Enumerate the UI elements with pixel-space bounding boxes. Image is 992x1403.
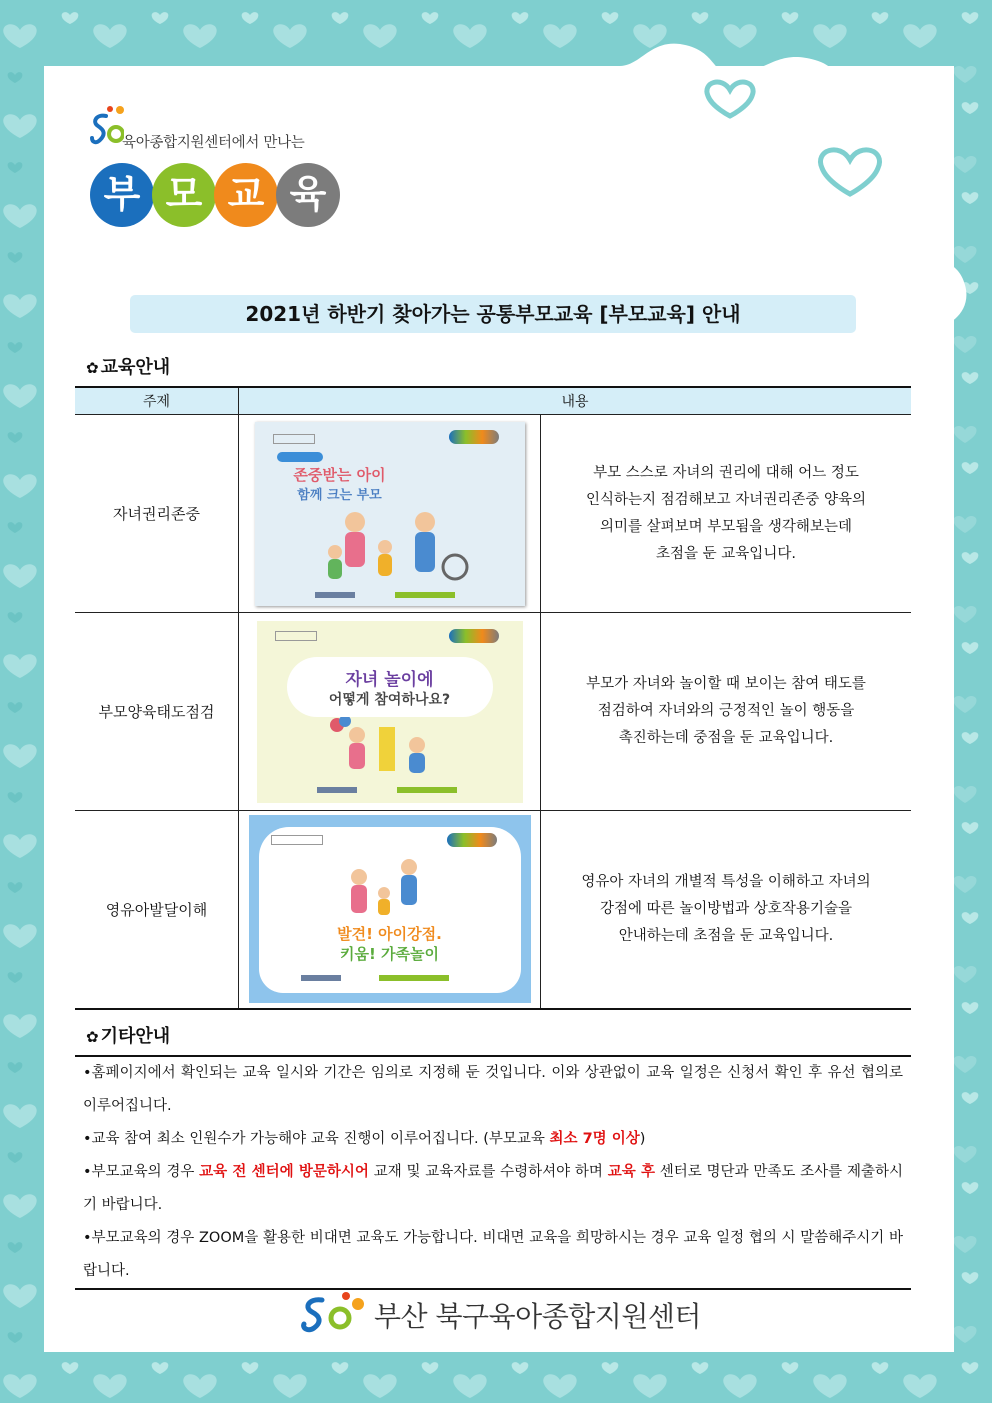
cover-title-line1: 존중받는 아이 bbox=[293, 465, 386, 484]
row-description bbox=[541, 415, 912, 613]
page-title: 2021년 하반기 찾아가는 공통부모교육 [부모교육] 안내 bbox=[130, 295, 856, 333]
footer-org-name: 부산 북구육아종합지원센터 bbox=[374, 1300, 701, 1333]
circle-char-1: 부 bbox=[90, 163, 154, 227]
family-illustration bbox=[315, 492, 485, 592]
cover-title-line2: 키움! 가족놀이 bbox=[339, 945, 439, 964]
description-line: 촉진하는데 중점을 둔 교육입니다. bbox=[618, 730, 834, 746]
note-text: •홈페이지에서 확인되는 교육 일시와 기간은 임의로 지정해 둔 것입니다. 이와 상관없이 교육 일정은 신청서 확인 후 유선 협의로 이루어집니다. bbox=[83, 1065, 903, 1114]
circle-char-3: 교 bbox=[214, 163, 278, 227]
description-line: 의미를 살펴보며 부모됨을 생각해보는데 bbox=[600, 518, 852, 535]
circle-char-2: 모 bbox=[152, 163, 216, 227]
table-row bbox=[75, 415, 911, 613]
education-heading-label: 교육안내 bbox=[100, 357, 171, 378]
cover-title-line2: 함께 크는 부모 bbox=[297, 487, 382, 503]
circle-char-4: 육 bbox=[276, 163, 340, 227]
education-section-heading bbox=[86, 353, 170, 379]
row-cover-cell bbox=[239, 613, 541, 811]
book-cover-image bbox=[255, 422, 525, 606]
center-logo-icon bbox=[300, 1290, 370, 1334]
flower-icon: ✿ bbox=[86, 359, 99, 377]
education-table bbox=[75, 386, 911, 1010]
row-cover-cell bbox=[239, 811, 541, 1009]
note-text: 센터로 명단과 만족도 조사를 제출하시기 바랍니다. bbox=[83, 1164, 903, 1213]
center-logo-icon bbox=[90, 104, 124, 152]
col-header-topic: 주제 bbox=[75, 387, 239, 415]
table-row bbox=[75, 613, 911, 811]
description-line: 부모 스스로 자녀의 권리에 대해 어느 정도 bbox=[593, 464, 859, 481]
note-text: •교육 참여 최소 인원수가 가능해야 교육 진행이 이루어집니다. (부모교육 bbox=[83, 1131, 550, 1147]
col-header-content: 내용 bbox=[239, 387, 912, 415]
row-cover-cell bbox=[239, 415, 541, 613]
book-cover-image bbox=[257, 621, 523, 803]
table-header-row bbox=[75, 387, 911, 415]
description-line: 강점에 따른 놀이방법과 상호작용기술을 bbox=[600, 900, 852, 917]
row-topic: 영유아발달이해 bbox=[75, 811, 239, 1009]
note-highlight: 최소 7명 이상 bbox=[549, 1131, 640, 1147]
description-line: 인식하는지 점검해보고 자녀권리존중 양육의 bbox=[586, 491, 866, 508]
book-cover-image bbox=[249, 815, 531, 1003]
description-line: 안내하는데 초점을 둔 교육입니다. bbox=[618, 927, 834, 944]
note-highlight: 교육 후 bbox=[607, 1164, 655, 1180]
note-text: 교재 및 교육자료를 수령하셔야 하며 bbox=[368, 1164, 608, 1180]
family-play-illustration bbox=[317, 717, 467, 777]
row-description bbox=[541, 613, 912, 811]
note-item bbox=[75, 1222, 911, 1288]
description-line: 부모가 자녀와 놀이할 때 보이는 참여 태도를 bbox=[586, 676, 866, 692]
family-illustration bbox=[329, 855, 449, 920]
cover-title-line1: 발견! 아이강점. bbox=[337, 925, 442, 944]
footer bbox=[300, 1290, 701, 1338]
logo-subtitle: 육아종합지원센터에서 만나는 bbox=[122, 135, 305, 151]
notes-list bbox=[75, 1055, 911, 1290]
notes-heading-label: 기타안내 bbox=[100, 1026, 171, 1047]
note-text: •부모교육의 경우 ZOOM을 활용한 비대면 교육도 가능합니다. 비대면 교육을 희망하시는 경우 교육 일정 협의 시 말씀해주시기 바랍니다. bbox=[83, 1230, 903, 1279]
cover-title-line1: 자녀 놀이에 bbox=[345, 669, 434, 690]
note-highlight: 교육 전 센터에 방문하시어 bbox=[199, 1164, 369, 1180]
note-item bbox=[75, 1123, 911, 1156]
row-description bbox=[541, 811, 912, 1009]
notes-section-heading bbox=[86, 1022, 170, 1048]
cover-title-line2: 어떻게 참여하나요? bbox=[328, 691, 451, 708]
description-line: 점검하여 자녀와의 긍정적인 놀이 행동을 bbox=[597, 703, 855, 719]
note-text: ) bbox=[639, 1131, 646, 1147]
flower-icon: ✿ bbox=[86, 1028, 99, 1046]
description-line: 초점을 둔 교육입니다. bbox=[656, 545, 796, 562]
description-line: 영유아 자녀의 개별적 특성을 이해하고 자녀의 bbox=[581, 873, 871, 890]
note-text: •부모교육의 경우 bbox=[83, 1164, 200, 1180]
note-item bbox=[75, 1057, 911, 1123]
row-topic: 자녀권리존중 bbox=[75, 415, 239, 613]
note-item bbox=[75, 1156, 911, 1222]
table-row bbox=[75, 811, 911, 1009]
row-topic: 부모양육태도점검 bbox=[75, 613, 239, 811]
